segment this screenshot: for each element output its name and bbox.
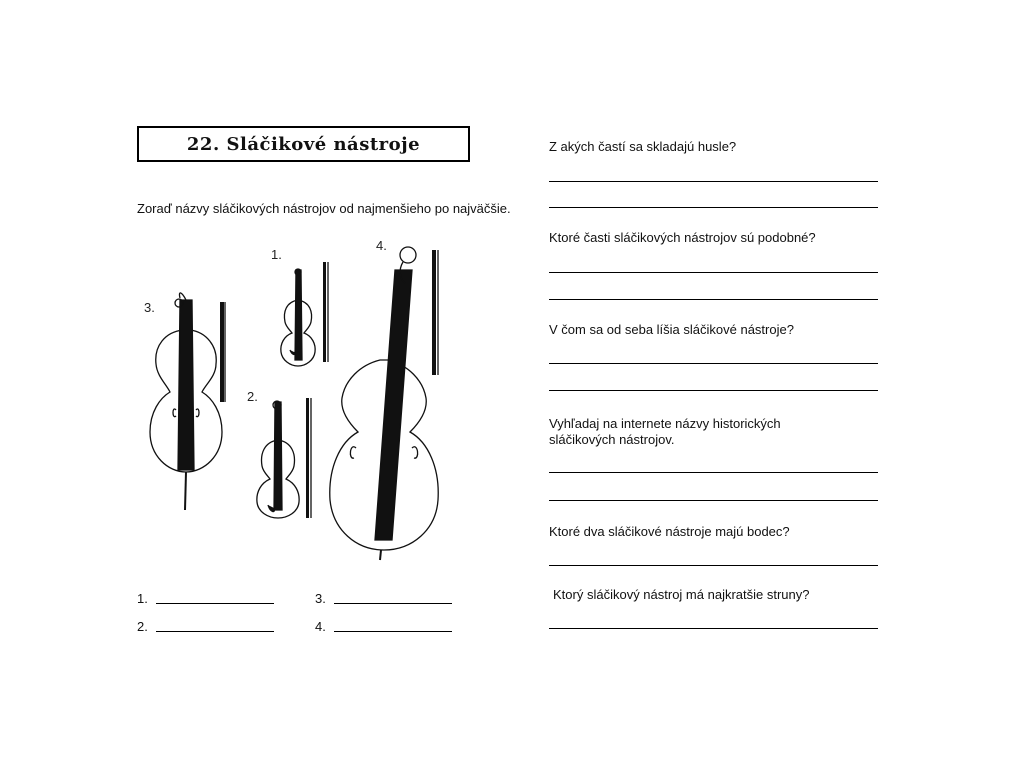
answer-3	[315, 591, 452, 606]
write-line[interactable]	[549, 299, 878, 300]
write-line[interactable]	[549, 628, 878, 629]
answer-line[interactable]	[156, 602, 274, 604]
instrument-number-3: 3.	[144, 300, 155, 315]
answer-label: 2.	[137, 619, 148, 634]
answer-line[interactable]	[156, 630, 274, 632]
write-line[interactable]	[549, 390, 878, 391]
viola-illustration	[257, 398, 311, 518]
answer-label: 1.	[137, 591, 148, 606]
write-line[interactable]	[549, 363, 878, 364]
double-bass-illustration	[330, 247, 438, 560]
answer-2	[137, 619, 274, 634]
write-line[interactable]	[549, 181, 878, 182]
write-line[interactable]	[549, 472, 878, 473]
answer-line[interactable]	[334, 602, 452, 604]
question-6: Ktorý sláčikový nástroj má najkratšie struny?	[553, 587, 810, 602]
violin-illustration	[281, 262, 328, 366]
write-line[interactable]	[549, 500, 878, 501]
write-line[interactable]	[549, 272, 878, 273]
question-1: Z akých častí sa skladajú husle?	[549, 139, 737, 154]
instrument-number-4: 4.	[376, 238, 387, 253]
instrument-number-2: 2.	[247, 389, 258, 404]
question-2: Ktoré časti sláčikových nástrojov sú podobné?	[549, 230, 816, 245]
write-line[interactable]	[549, 207, 878, 208]
worksheet-title: 22. Sláčikové nástroje	[186, 133, 421, 155]
answer-line[interactable]	[334, 630, 452, 632]
answer-label: 3.	[315, 591, 326, 606]
instrument-number-1: 1.	[271, 247, 282, 262]
question-4: Vyhľadaj na internete názvy historických sláčikových nástrojov.	[549, 416, 781, 447]
answer-label: 4.	[315, 619, 326, 634]
question-5: Ktoré dva sláčikové nástroje majú bodec?	[549, 524, 790, 539]
instruction-text: Zoraď názvy sláčikových nástrojov od najmenšieho po najväčšie.	[137, 201, 511, 216]
write-line[interactable]	[549, 565, 878, 566]
cello-illustration	[150, 293, 225, 510]
question-3: V čom sa od seba líšia sláčikové nástroje?	[549, 322, 794, 337]
answer-4	[315, 619, 452, 634]
answer-1	[137, 591, 274, 606]
